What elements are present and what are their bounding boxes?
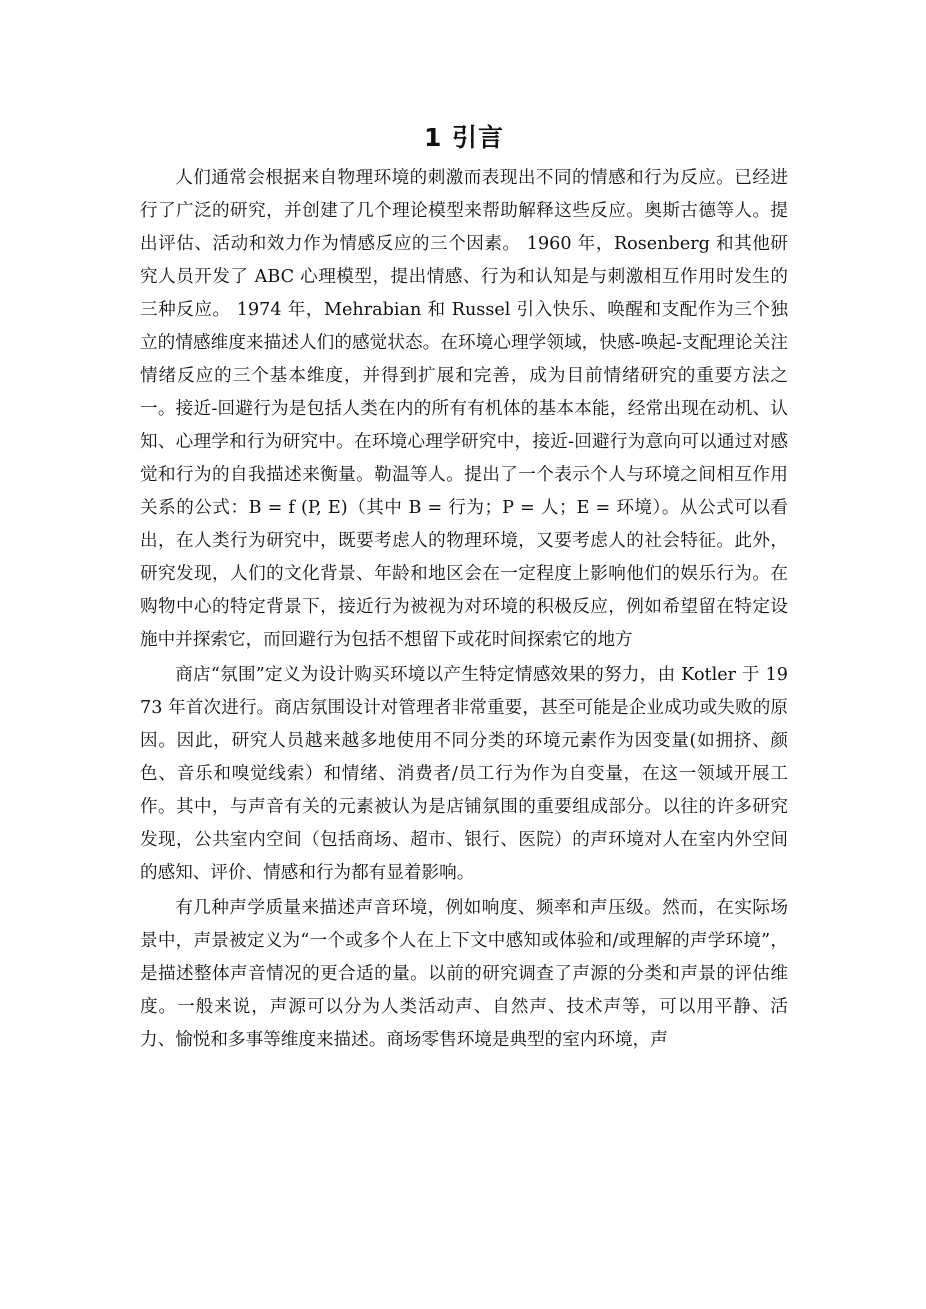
paragraph-store-atmosphere: 商店“氛围”定义为设计购买环境以产生特定情感效果的努力，由 Kotler 于 1973 年首次进行。商店氛围设计对管理者非常重要，甚至可能是企业成功或失败的原因。因此，研究人员越来越多地使用不同分类的环境元素作为因变量(如拥挤、颜色、音乐和嗅觉线索）和情绪、消费者/员工行为作为自变量，在这一领域开展工作。其中，与声音有关的元素被认为是店铺氛围的重要组成部分。以往的许多研究发现，公共室内空间（包括商场、超市、银行、医院）的声环境对人在室内外空间的感知、评价、情感和行为都有显着影响。 xyxy=(140,665,788,883)
paragraph-soundscape: 有几种声学质量来描述声音环境，例如响度、频率和声压级。然而，在实际场景中，声景被定义为“一个或多个人在上下文中感知或体验和/或理解的声学环境”，是描述整体声音情况的更合适的量。以前的研究调查了声源的分类和声景的评估维度。一般来说，声源可以分为人类活动声、自然声、技术声等，可以用平静、活力、愉悦和多事等维度来描述。商场零售环境是典型的室内环境，声 xyxy=(140,898,788,1050)
section-title: 1 引言 xyxy=(423,123,505,152)
paragraph-emotional-response: 人们通常会根据来自物理环境的刺激而表现出不同的情感和行为反应。已经进行了广泛的研究，并创建了几个理论模型来帮助解释这些反应。奥斯古德等人。提出评估、活动和效力作为情感反应的三个因素。 1960 年，Rosenberg 和其他研究人员开发了 ABC 心理模型，提出情感、行为和认知是与刺激相互作用时发生的三种反应。 1974 年，Mehrabian 和 Russel 引入快乐、唤醒和支配作为三个独立的情感维度来描述人们的感觉状态。在环境心理学领域，快感-唤起-支配理论关注情绪反应的三个基本维度，并得到扩展和完善，成为目前情绪研究的重要方法之一。接近-回避行为是包括人类在内的所有有机体的基本本能，经常出现在动机、认知、心理学和行为研究中。在环境心理学研究中，接近-回避行为意向可以通过对感觉和行为的自我描述来衡量。勒温等人。提出了一个表示个人与环境之间相互作用关系的公式：B = f (P, E)（其中 B = 行为；P = 人；E = 环境）。从公式可以看出，在人类行为研究中，既要考虑人的物理环境，又要考虑人的社会特征。此外，研究发现，人们的文化背景、年龄和地区会在一定程度上影响他们的娱乐行为。在购物中心的特定背景下，接近行为被视为对环境的积极反应，例如希望留在特定设施中并探索它，而回避行为包括不想留下或花时间探索它的地方 xyxy=(140,168,788,650)
document-page xyxy=(140,118,788,1057)
